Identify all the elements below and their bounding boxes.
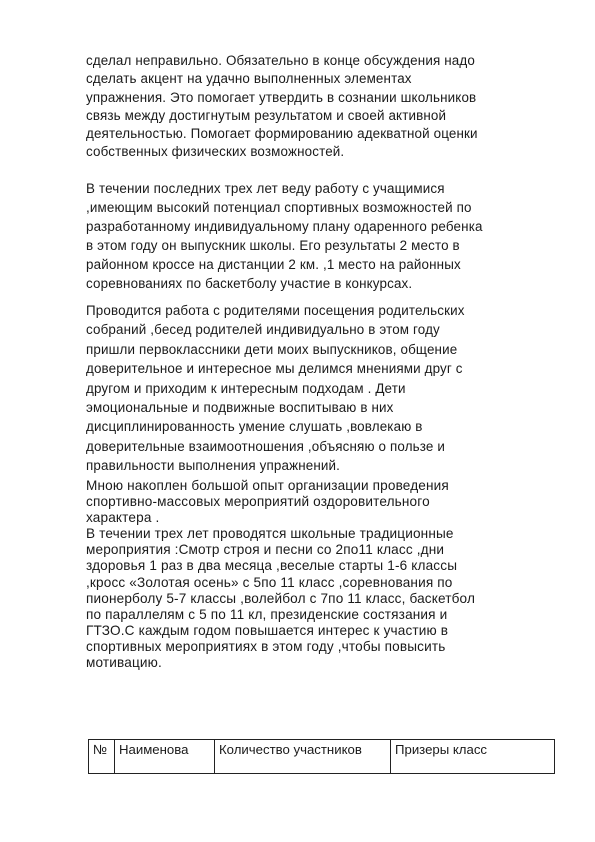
text-line: сделал неправильно. Обязательно в конце обсуждения надо bbox=[86, 53, 475, 68]
text-line: связь между достигнутым результатом и своей активной bbox=[86, 107, 447, 123]
text-line: сделать акцент на удачно выполненных элементах bbox=[86, 71, 412, 87]
text-line: В течении последних трех лет веду работу с учащимися bbox=[86, 181, 445, 196]
text-line: спортивно-массовых мероприятий оздоровительного bbox=[86, 494, 430, 510]
text-line: мотивацию. bbox=[86, 655, 162, 671]
text-line: ,имеющим высокий потенциал спортивных возможностей по bbox=[86, 200, 472, 215]
text-line: упражнения. Это помогает утвердить в сознании школьников bbox=[86, 89, 477, 105]
text-line: доверительное и интересное мы делимся мнениями друг с bbox=[86, 361, 463, 377]
text-line: ГТЗО.С каждым годом повышается интерес к участию в bbox=[86, 622, 449, 638]
header-cell-number: № bbox=[89, 740, 115, 774]
paragraph-parents-work bbox=[86, 301, 465, 476]
text-line: здоровья 1 раз в два месяца ,веселые старты 1-6 классы bbox=[86, 558, 458, 574]
text-line: доверительные взаимоотношения ,объясняю о пользе и bbox=[86, 438, 446, 454]
paragraph-gifted-students bbox=[86, 179, 483, 293]
text-line: мероприятия :Смотр строя и песни со 2по11 класс ,дни bbox=[86, 542, 445, 558]
paragraph-lesson-analysis bbox=[86, 52, 478, 162]
text-line: Проводится работа с родителями посещения родительских bbox=[86, 303, 465, 318]
text-line: В течении трех лет проводятся школьные традиционные bbox=[86, 526, 454, 542]
text-line: соревнованиях по баскетболу участие в конкурсах. bbox=[86, 276, 413, 291]
text-line: характера . bbox=[86, 510, 160, 526]
participants-table bbox=[88, 739, 555, 774]
text-line: дисциплинированность умение слушать ,вовлекаю в bbox=[86, 419, 423, 435]
text-line: пионерболу 5-7 классы ,волейбол с 7по 11 класс, баскетбол bbox=[86, 590, 476, 606]
text-line: в этом году он выпускник школы. Его результаты 2 место в bbox=[86, 238, 460, 253]
table-header-row bbox=[89, 740, 555, 774]
text-line: районном кроссе на дистанции 2 км. ,1 место на районных bbox=[86, 257, 461, 272]
paragraph-sports-events bbox=[86, 478, 475, 671]
header-cell-winners: Призеры класс bbox=[391, 740, 555, 774]
text-line: по параллелям с 5 по 11 кл, президенские состязания и bbox=[86, 606, 448, 622]
text-line: собственных физических возможностей. bbox=[86, 144, 345, 160]
text-line: собраний ,бесед родителей индивидуально в этом году bbox=[86, 322, 440, 338]
text-line: разработанному индивидуальному плану одаренного ребенка bbox=[86, 219, 483, 234]
text-line: правильности выполнения упражнений. bbox=[86, 458, 341, 474]
text-line: спортивных мероприятиях в этом году ,чтобы повысить bbox=[86, 638, 446, 654]
header-cell-participants: Количество участников bbox=[215, 740, 391, 774]
text-line: другом и приходим к интересным подходам . Дети bbox=[86, 380, 406, 396]
text-line: Мною накоплен большой опыт организации проведения bbox=[86, 478, 449, 493]
text-line: деятельностью. Помогает формированию адекватной оценки bbox=[86, 126, 478, 142]
header-cell-name: Наименова bbox=[115, 740, 215, 774]
text-line: пришли первоклассники дети моих выпускников, общение bbox=[86, 341, 458, 357]
text-line: эмоциональные и подвижные воспитываю в них bbox=[86, 400, 394, 416]
text-line: ,кросс «Золотая осень» с 5по 11 класс ,соревнования по bbox=[86, 574, 453, 590]
